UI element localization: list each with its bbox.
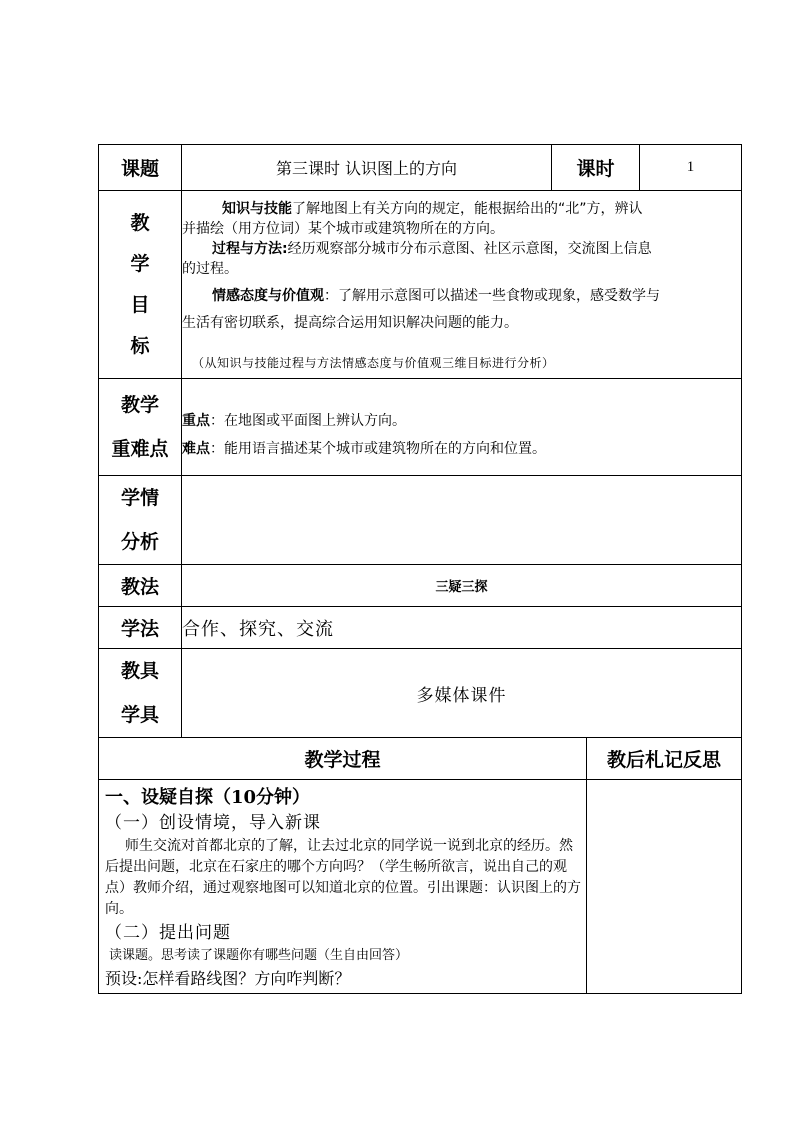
focus-line bbox=[182, 407, 741, 435]
analysis-label-line: 学情 bbox=[120, 487, 159, 509]
lesson-plan-table bbox=[98, 144, 742, 994]
emotion-text-1: ：了解用示意图可以描述一些食物或现象，感受数学与 bbox=[324, 287, 660, 304]
process-header-right: 教后札记反思 bbox=[587, 738, 742, 780]
process-content bbox=[99, 780, 587, 994]
process-header-row bbox=[99, 738, 742, 780]
sub1-text: 师生交流对首都北京的了解，让去过北京的同学说一说到北京的经历。然后提出问题，北京在石家庄的哪个方向吗？（学生畅所欲言，说出自己的观点）教师介绍，通过观察地图可以知道北京的位置。引出课题：认识图上的方向。 bbox=[105, 838, 581, 917]
objectives-content bbox=[182, 191, 742, 379]
preset-text: 预设:怎样看路线图？方向咋判断？ bbox=[105, 969, 351, 988]
sub2-text: 读课题。思考读了课题你有哪些问题（生自由回答） bbox=[109, 948, 409, 963]
knowledge-text-1: 了解地图上有关方向的规定，能根据给出的“北”方，辨认 bbox=[292, 200, 643, 217]
reflection-content bbox=[587, 780, 742, 994]
objectives-label-char: 教 bbox=[130, 211, 150, 234]
teaching-method-value: 三疑三探 bbox=[182, 565, 742, 607]
knowledge-title: 知识与技能 bbox=[222, 200, 292, 217]
analysis-content bbox=[182, 476, 742, 565]
process-text-2: 的过程。 bbox=[182, 260, 238, 277]
tools-value: 多媒体课件 bbox=[182, 649, 742, 738]
section1-title: 一、设疑自探（10分钟） bbox=[105, 787, 311, 808]
keypoints-label-line: 教学 bbox=[120, 394, 159, 416]
learning-method-value: 合作、探究、交流 bbox=[182, 607, 742, 649]
knowledge-line-1 bbox=[182, 199, 741, 219]
objectives-row bbox=[99, 191, 742, 379]
sub1-title: （一）创设情境，导入新课 bbox=[105, 813, 321, 833]
analysis-label bbox=[99, 476, 182, 565]
tools-row bbox=[99, 649, 742, 738]
analysis-label-line: 分析 bbox=[120, 531, 159, 553]
difficulty-text: ：能用语言描述某个城市或建筑物所在的方向和位置。 bbox=[210, 441, 546, 457]
keypoints-content bbox=[182, 379, 742, 476]
focus-title: 重点 bbox=[182, 413, 210, 429]
objectives-note: （从知识与技能过程与方法情感态度与价值观三维目标进行分析） bbox=[192, 355, 555, 370]
objectives-label bbox=[99, 191, 182, 379]
teaching-method-row bbox=[99, 565, 742, 607]
emotion-title: 情感态度与价值观 bbox=[212, 287, 324, 304]
topic-value: 第三课时 认识图上的方向 bbox=[182, 145, 552, 191]
process-text-1: 经历观察部分城市分布示意图、社区示意图，交流图上信息 bbox=[287, 240, 652, 257]
topic-label: 课题 bbox=[99, 145, 182, 191]
keypoints-label-line: 重难点 bbox=[111, 438, 169, 460]
process-line-1 bbox=[182, 239, 741, 259]
objectives-label-char: 目 bbox=[130, 293, 150, 316]
period-label: 课时 bbox=[552, 145, 640, 191]
period-value: 1 bbox=[640, 145, 742, 191]
tools-label-line: 教具 bbox=[120, 660, 159, 682]
learning-method-row bbox=[99, 607, 742, 649]
difficulty-title: 难点 bbox=[182, 441, 210, 457]
focus-text: ：在地图或平面图上辨认方向。 bbox=[210, 413, 406, 429]
objectives-label-char: 标 bbox=[130, 334, 150, 357]
knowledge-text-2: 并描绘（用方位词）某个城市或建筑物所在的方向。 bbox=[182, 220, 504, 237]
topic-row bbox=[99, 145, 742, 191]
process-header-left: 教学过程 bbox=[99, 738, 587, 780]
tools-label-line: 学具 bbox=[120, 704, 159, 726]
emotion-line-1 bbox=[182, 286, 741, 306]
objectives-label-char: 学 bbox=[130, 252, 150, 275]
tools-label bbox=[99, 649, 182, 738]
learning-method-label: 学法 bbox=[99, 607, 182, 649]
sub2-title: （二）提出问题 bbox=[105, 923, 231, 943]
emotion-text-2: 生活有密切联系，提高综合运用知识解决问题的能力。 bbox=[182, 314, 518, 331]
difficulty-line bbox=[182, 435, 741, 463]
process-title: 过程与方法: bbox=[212, 240, 288, 257]
keypoints-label bbox=[99, 379, 182, 476]
analysis-row bbox=[99, 476, 742, 565]
keypoints-row bbox=[99, 379, 742, 476]
process-content-row bbox=[99, 780, 742, 994]
teaching-method-label: 教法 bbox=[99, 565, 182, 607]
